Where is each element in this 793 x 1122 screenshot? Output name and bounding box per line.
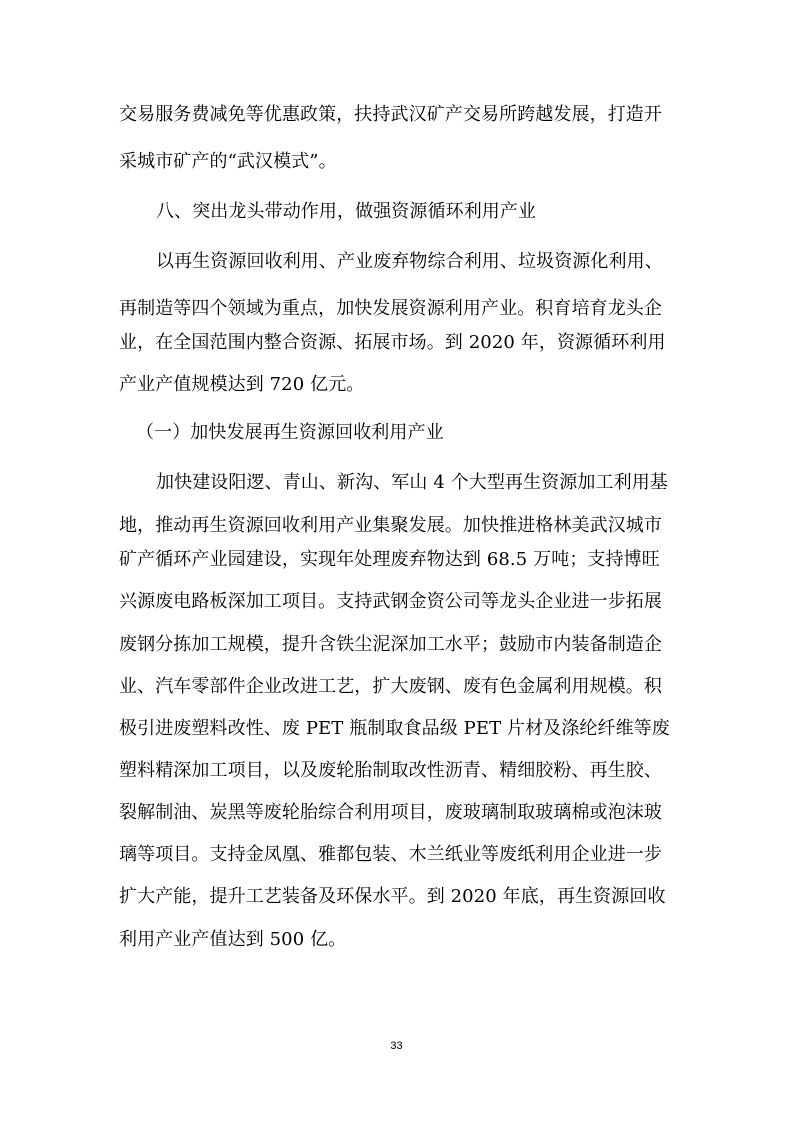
body-text-line: 加快建设阳逻、青山、新沟、军山 4 个大型再生资源加工利用基 bbox=[156, 472, 668, 493]
body-text-line: 裂解制油、炭黑等废轮胎综合利用项目，废玻璃制取玻璃棉或泡沫玻 bbox=[119, 802, 662, 823]
body-text-line: 兴源废电路板深加工项目。支持武钢金资公司等龙头企业进一步拓展 bbox=[119, 591, 662, 612]
body-text-line: 产业产值规模达到 720 亿元。 bbox=[119, 374, 365, 395]
body-text-line: 塑料精深加工项目，以及废轮胎制取改性沥青、精细胶粉、再生胶、 bbox=[119, 760, 662, 781]
body-text-line: 地，推动再生资源回收利用产业集聚发展。加快推进格林美武汉城市 bbox=[119, 515, 662, 536]
body-text-line: 业，在全国范围内整合资源、拓展市场。到 2020 年，资源循环利用 bbox=[119, 332, 666, 353]
body-text-line: 极引进废塑料改性、废 PET 瓶制取食品级 PET 片材及涤纶纤维等废 bbox=[119, 718, 670, 739]
body-text-line: 以再生资源回收利用、产业废弃物综合利用、垃圾资源化利用、 bbox=[156, 251, 663, 272]
body-text-line: 采城市矿产的“武汉模式”。 bbox=[119, 151, 337, 172]
subsection-heading: （一）加快发展再生资源回收利用产业 bbox=[136, 422, 444, 443]
body-text-line: 利用产业产值达到 500 亿。 bbox=[119, 929, 347, 950]
section-heading: 八、突出龙头带动作用，做强资源循环利用产业 bbox=[156, 201, 537, 222]
body-text-line: 扩大产能，提升工艺装备及环保水平。到 2020 年底，再生资源回收 bbox=[119, 886, 666, 907]
body-text-line: 废钢分拣加工规模，提升含铁尘泥深加工水平；鼓励市内装备制造企 bbox=[119, 634, 662, 655]
body-text-line: 矿产循环产业园建设，实现年处理废弃物达到 68.5 万吨；支持博旺 bbox=[119, 549, 660, 570]
body-text-line: 业、汽车零部件企业改进工艺，扩大废钢、废有色金属利用规模。积 bbox=[119, 676, 662, 697]
body-text-line: 璃等项目。支持金凤凰、雅都包装、木兰纸业等废纸利用企业进一步 bbox=[119, 844, 662, 865]
page-number: 33 bbox=[390, 1040, 403, 1052]
body-text-line: 交易服务费减免等优惠政策，扶持武汉矿产交易所跨越发展，打造开 bbox=[119, 104, 662, 125]
body-text-line: 再制造等四个领域为重点，加快发展资源利用产业。积育培育龙头企 bbox=[119, 298, 662, 319]
